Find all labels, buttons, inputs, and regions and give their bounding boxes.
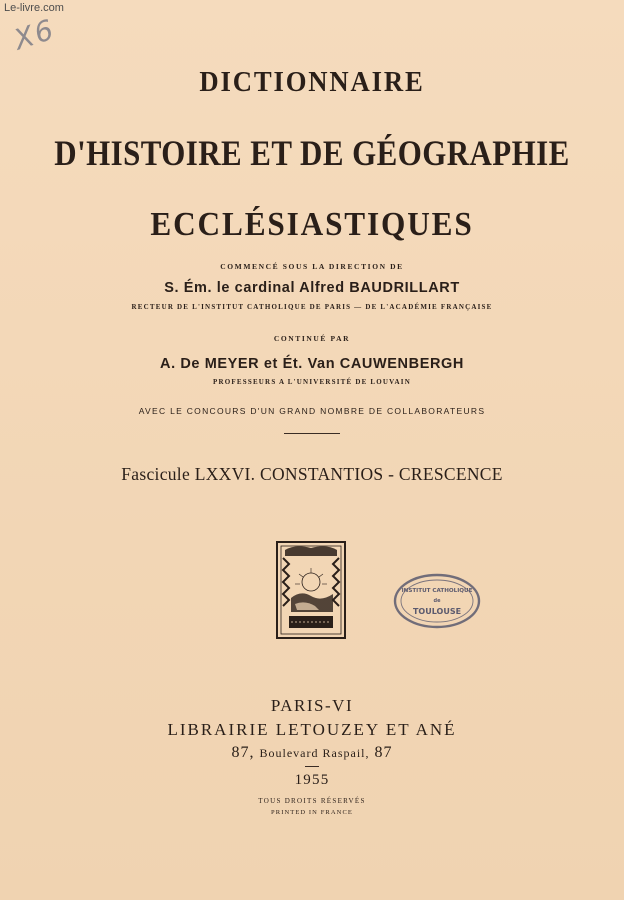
year-dash [305,766,319,767]
publisher-address [0,744,624,762]
publisher-city: PARIS-VI [270,696,354,715]
divider-rule [284,433,340,434]
title-line-3: ECCLÉSIASTIQUES [150,206,474,243]
title-line-2: D'HISTOIRE ET DE GÉOGRAPHIE [54,133,570,173]
pencil-mark: X6 [9,12,60,57]
collaborators-line: AVEC LE CONCOURS D'UN GRAND NOMBRE DE COLLABORATEURS [138,406,486,416]
director-role: RECTEUR DE L'INSTITUT CATHOLIQUE DE PARIS — DE L'ACADÉMIE FRANÇAISE [131,303,493,311]
director-name: S. Ém. le cardinal Alfred BAUDRILLART [164,280,460,296]
fascicule-title: Fascicule LXXVI. CONSTANTIOS - CRESCENCE [121,464,503,484]
address-number-2: 87 [374,744,393,761]
stamp-lower-text: TOULOUSE [412,607,462,616]
address-number: 87, [231,744,255,761]
address-street: Boulevard Raspail, [259,746,370,760]
continuers-role: PROFESSEURS A L'UNIVERSITÉ DE LOUVAIN [213,378,411,386]
printed-in-france: PRINTED IN FRANCE [271,809,353,816]
stamp-middle-text: de [433,598,441,604]
commenced-label: COMMENCÉ SOUS LA DIRECTION DE [220,262,404,271]
stamp-upper-text: INSTITUT CATHOLIQUE [401,588,473,594]
publisher-name: LIBRAIRIE LETOUZEY ET ANÉ [167,720,457,739]
library-stamp [392,572,482,630]
title-line-1: DICTIONNAIRE [199,66,425,98]
publication-year: 1955 [294,772,330,788]
publisher-emblem-icon [275,540,347,640]
watermark: Le-livre.com [4,2,64,14]
continued-label: CONTINUÉ PAR [273,334,351,343]
rights-reserved: TOUS DROITS RÉSERVÉS [258,797,366,805]
continuers-names: A. De MEYER et Ét. Van CAUWENBERGH [160,356,464,372]
